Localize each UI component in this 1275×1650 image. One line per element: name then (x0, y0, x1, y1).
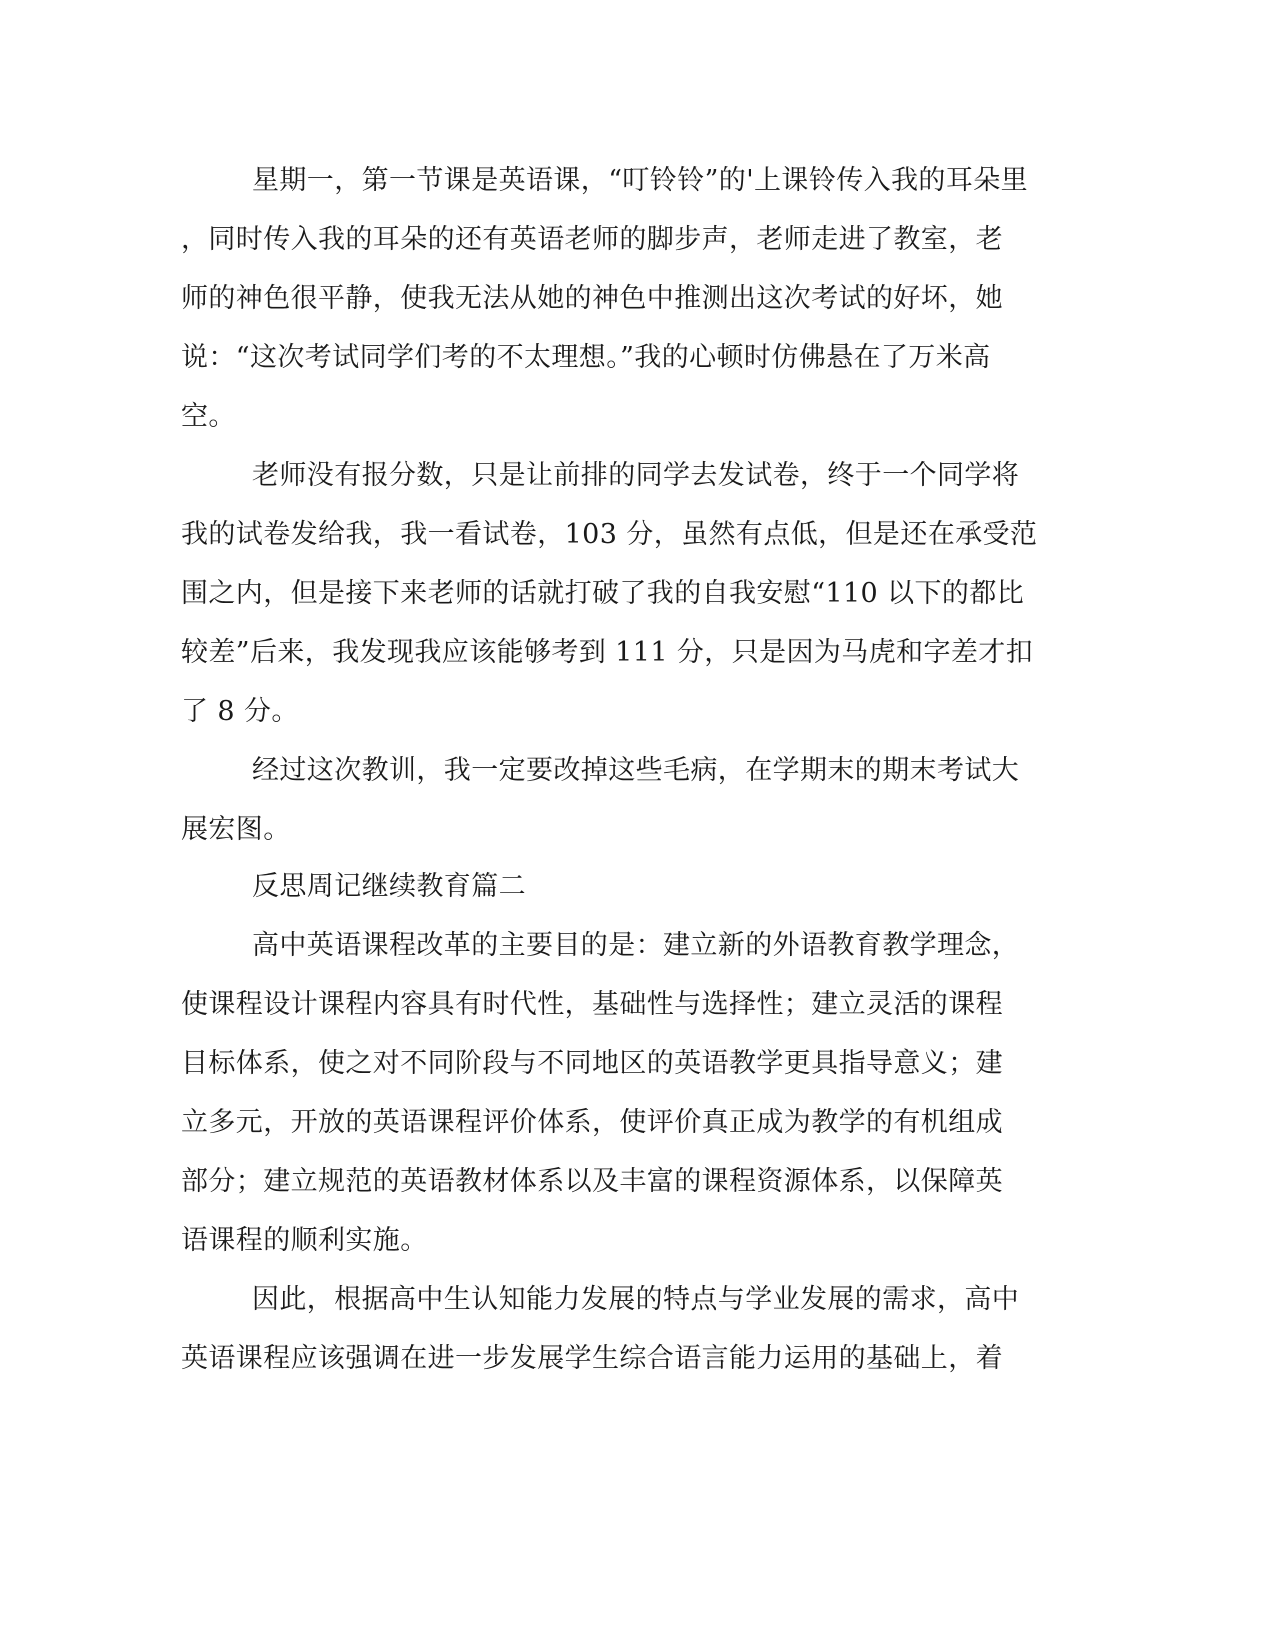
text-line-1: 星期一，第一节课是英语课，“叮铃铃”的'上课铃传入我的耳朵里 (252, 165, 1029, 196)
text-line-14: 高中英语课程改革的主要目的是：建立新的外语教育教学理念， (252, 930, 1020, 961)
section-heading: 反思周记继续教育篇二 (252, 871, 526, 902)
text-line-18: 部分；建立规范的英语教材体系以及丰富的课程资源体系，以保障英 (181, 1166, 1003, 1197)
text-line-2: ，同时传入我的耳朵的还有英语老师的脚步声，老师走进了教室，老 (181, 224, 1003, 255)
text-line-5: 空。 (181, 401, 236, 432)
text-line-6: 老师没有报分数，只是让前排的同学去发试卷，终于一个同学将 (252, 460, 1020, 491)
text-line-4: 说：“这次考试同学们考的不太理想。”我的心顿时仿佛悬在了万米高 (181, 342, 991, 373)
text-line-15: 使课程设计课程内容具有时代性，基础性与选择性；建立灵活的课程 (181, 989, 1003, 1020)
text-line-17: 立多元，开放的英语课程评价体系，使评价真正成为教学的有机组成 (181, 1107, 1003, 1138)
text-line-7: 我的试卷发给我，我一看试卷，103 分，虽然有点低，但是还在承受范 (181, 519, 1038, 550)
text-line-11: 经过这次教训，我一定要改掉这些毛病，在学期末的期末考试大 (252, 755, 1020, 786)
text-line-3: 师的神色很平静，使我无法从她的神色中推测出这次考试的好坏，她 (181, 283, 1003, 314)
text-line-20: 因此，根据高中生认知能力发展的特点与学业发展的需求，高中 (252, 1284, 1020, 1315)
text-line-12: 展宏图。 (181, 814, 291, 845)
text-line-9: 较差”后来，我发现我应该能够考到 111 分，只是因为马虎和字差才扣 (181, 637, 1034, 668)
text-line-21: 英语课程应该强调在进一步发展学生综合语言能力运用的基础上，着 (181, 1343, 1003, 1374)
text-line-16: 目标体系，使之对不同阶段与不同地区的英语教学更具指导意义；建 (181, 1048, 1003, 1079)
text-line-8: 围之内，但是接下来老师的话就打破了我的自我安慰“110 以下的都比 (181, 578, 1025, 609)
text-line-10: 了 8 分。 (181, 696, 299, 727)
text-line-19: 语课程的顺利实施。 (181, 1225, 428, 1256)
